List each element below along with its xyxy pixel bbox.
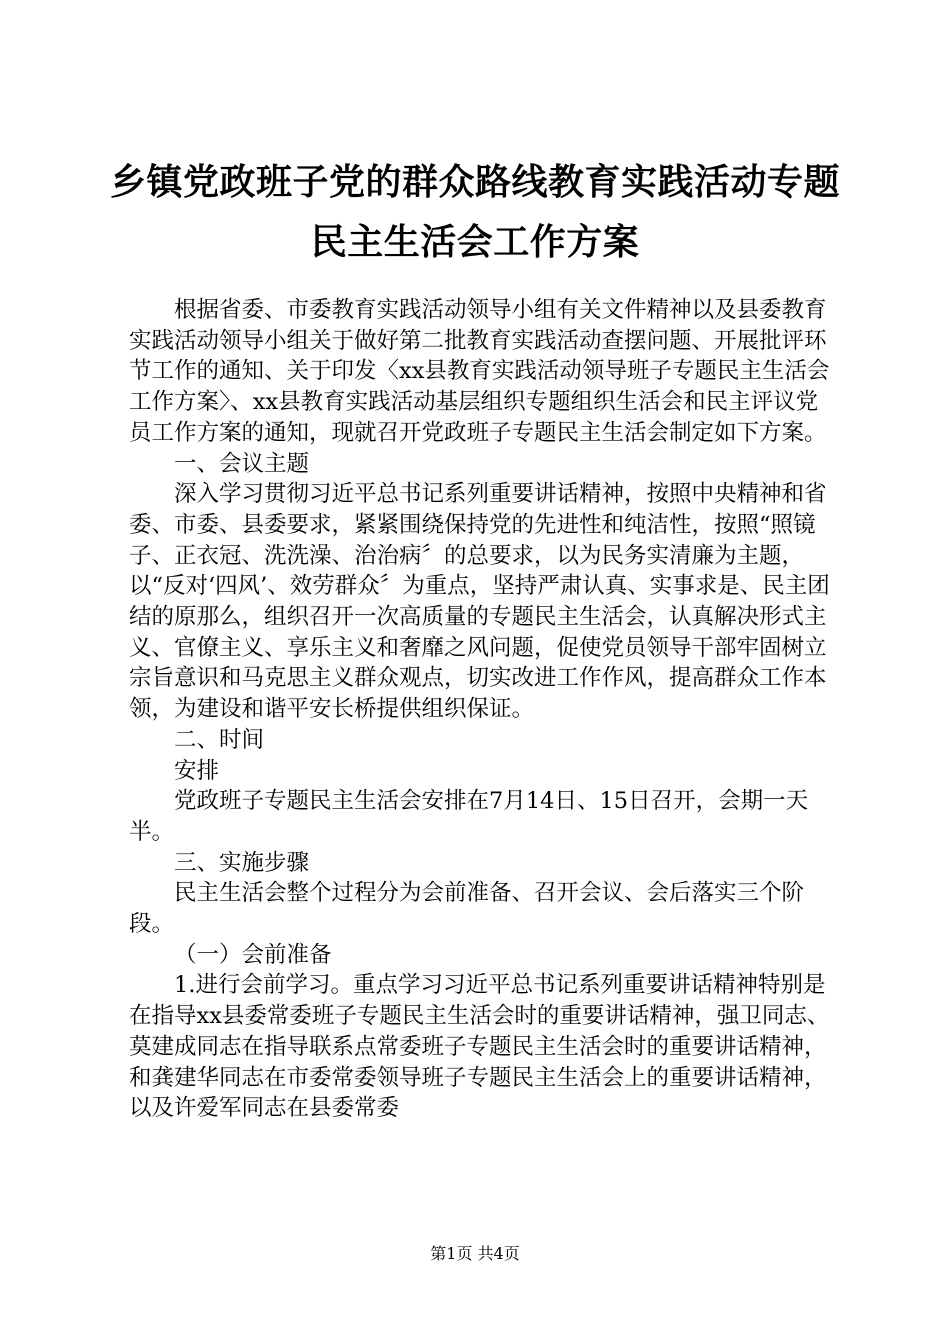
paragraph-intro: 根据省委、市委教育实践活动领导小组有关文件精神以及县委教育实践活动领导小组关于做好第二批教育实践活动查摆问题、开展批评环节工作的通知、关于印发〈xx县教育实践活动领导班子专题民主生活会工作方案〉、xx县教育实践活动基层组织专题组织生活会和民主评议党员工作方案的通知，现就召开党政班子专题民主生活会制定如下方案。 <box>129 297 830 446</box>
paragraph-meeting-theme: 深入学习贯彻习近平总书记系列重要讲话精神，按照中央精神和省委、市委、县委要求，紧紧围绕保持党的先进性和纯洁性，按照“照镜子、正衣冠、洗洗澡、治治病〞的总要求，以为民务实清廉为主题，以“反对‘四风’、效劳群众〞为重点，坚持严肃认真、实事求是、民主团结的原那么，组织召开一次高质量的专题民主生活会，认真解决形式主义、官僚主义、享乐主义和奢靡之风问题，促使党员领导干部牢固树立宗旨意识和马克思主义群众观点，切实改进工作作风，提高群众工作本领，为建设和谐平安长桥提供组织保证。 <box>129 481 830 723</box>
paragraph-schedule: 党政班子专题民主生活会安排在7月14日、15日召开，会期一天半。 <box>129 788 809 845</box>
document-title-line-1: 乡镇党政班子党的群众路线教育实践活动专题 <box>110 162 841 203</box>
page-number: 第1页 共4页 <box>430 1244 520 1263</box>
paragraph-steps: 民主生活会整个过程分为会前准备、召开会议、会后落实三个阶段。 <box>129 880 805 938</box>
heading-arrangement: 安排 <box>174 757 220 784</box>
heading-time: 二、时间 <box>174 726 265 753</box>
document-body <box>129 295 831 1124</box>
heading-steps: 三、实施步骤 <box>174 849 310 876</box>
paragraph-study: 1.进行会前学习。重点学习习近平总书记系列重要讲话精神特别是在指导xx县委常委班子专题民主生活会时的重要讲话精神，强卫同志、莫建成同志在指导联系点常委班子专题民主生活会时的重要讲话精神，和龚建华同志在市委常委领导班子专题民主生活会上的重要讲话精神，以及许爱军同志在县委常委 <box>129 972 830 1122</box>
heading-meeting-theme: 一、会议主题 <box>174 450 310 477</box>
document-title-line-2: 民主生活会工作方案 <box>310 222 640 263</box>
heading-preparation: （一）会前准备 <box>174 941 332 968</box>
